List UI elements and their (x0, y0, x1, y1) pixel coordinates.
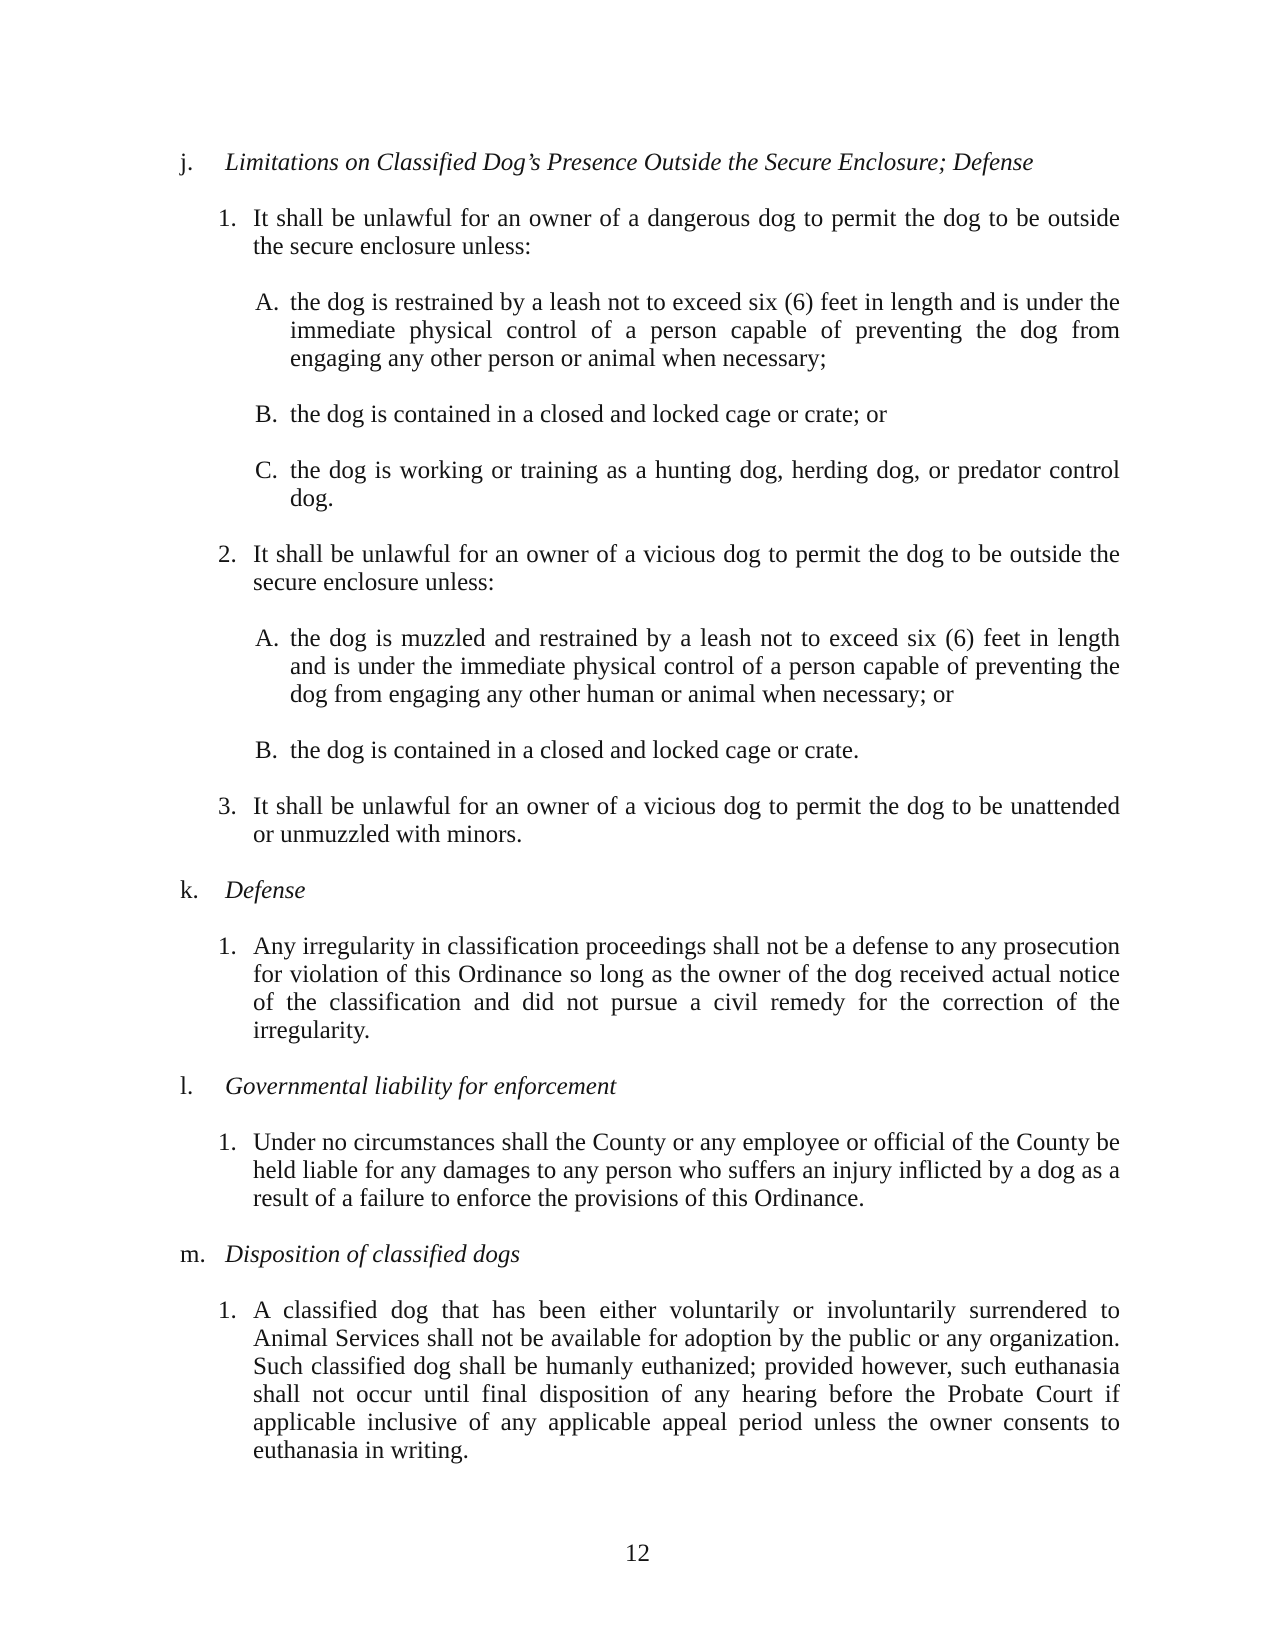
item-marker: 3. (218, 793, 237, 820)
section-title: Governmental liability for enforcement (225, 1073, 617, 1100)
subitem-text: the dog is contained in a closed and locked cage or crate; or (290, 401, 887, 428)
section-heading (150, 1241, 1120, 1269)
sub-list-item (150, 401, 1120, 429)
section-heading (150, 877, 1120, 905)
section-marker: m. (180, 1241, 206, 1268)
sub-list-item (150, 457, 1120, 513)
subitem-text: the dog is contained in a closed and locked cage or crate. (290, 737, 860, 764)
subitem-marker: C. (255, 457, 278, 484)
section-title: Limitations on Classified Dog’s Presence Outside the Secure Enclosure; Defense (225, 149, 1034, 176)
subitem-marker: A. (255, 625, 280, 652)
subitem-marker: A. (255, 289, 280, 316)
list-item (150, 541, 1120, 597)
list-item (150, 1297, 1120, 1465)
section-marker: l. (180, 1073, 194, 1100)
item-text: Under no circumstances shall the County or any employee or official of the County be held liable for any damages to any person who suffers an injury inflicted by a dog as a result of a failure to enforce the provisions of this Ordinance. (253, 1129, 1120, 1212)
section-heading (150, 149, 1120, 177)
item-text: It shall be unlawful for an owner of a dangerous dog to permit the dog to be outside the secure enclosure unless: (253, 205, 1120, 260)
sub-list-item (150, 737, 1120, 765)
item-text: It shall be unlawful for an owner of a vicious dog to permit the dog to be outside the secure enclosure unless: (253, 541, 1120, 596)
subitem-text: the dog is working or training as a hunting dog, herding dog, or predator control dog. (290, 457, 1120, 512)
section-marker: j. (180, 149, 194, 176)
section-title: Disposition of classified dogs (225, 1241, 521, 1268)
subitem-marker: B. (255, 401, 278, 428)
sub-list-item (150, 625, 1120, 709)
item-text: A classified dog that has been either voluntarily or involuntarily surrendered to Animal Services shall not be available for adoption by the public or any organization. Such classified dog shall be humanly euthanized; provided however, such euthanasia shall not occur until final disposition of any hearing before the Probate Court if applicable inclusive of any applicable appeal period unless the owner consents to euthanasia in writing. (253, 1297, 1120, 1464)
page-number: 12 (625, 1540, 650, 1567)
list-item (150, 793, 1120, 849)
document-content (150, 149, 1120, 1493)
section-marker: k. (180, 877, 199, 904)
item-marker: 1. (218, 933, 237, 960)
list-item (150, 933, 1120, 1045)
item-text: Any irregularity in classification proceedings shall not be a defense to any prosecution for violation of this Ordinance so long as the owner of the dog received actual notice of the classification and did not pursue a civil remedy for the correction of the irregularity. (253, 933, 1120, 1044)
sub-list-item (150, 289, 1120, 373)
subitem-text: the dog is restrained by a leash not to exceed six (6) feet in length and is under the immediate physical control of a person capable of preventing the dog from engaging any other person or animal when necessary; (290, 289, 1120, 372)
subitem-marker: B. (255, 737, 278, 764)
list-item (150, 205, 1120, 261)
section-heading (150, 1073, 1120, 1101)
item-marker: 1. (218, 1297, 237, 1324)
list-item (150, 1129, 1120, 1213)
section-title: Defense (225, 877, 306, 904)
item-marker: 1. (218, 205, 237, 232)
subitem-text: the dog is muzzled and restrained by a leash not to exceed six (6) feet in length and is under the immediate physical control of a person capable of preventing the dog from engaging any other human or animal when necessary; or (290, 625, 1120, 708)
item-text: It shall be unlawful for an owner of a vicious dog to permit the dog to be unattended or unmuzzled with minors. (253, 793, 1120, 848)
item-marker: 1. (218, 1129, 237, 1156)
item-marker: 2. (218, 541, 237, 568)
